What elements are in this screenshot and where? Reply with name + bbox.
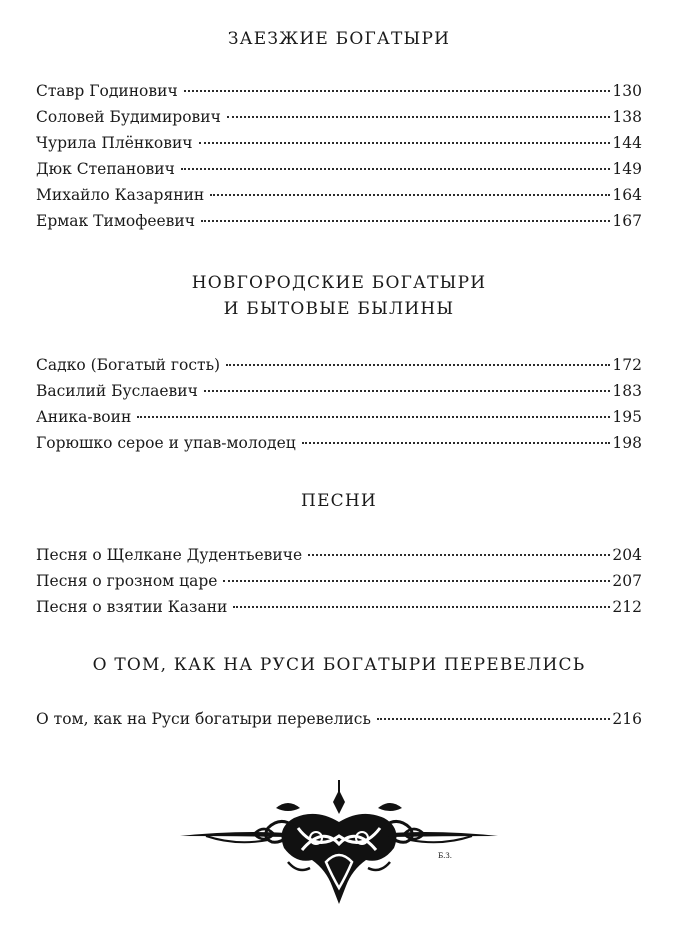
toc-entry[interactable] [36,104,642,130]
ornament-icon [176,778,502,908]
entry-title: Василий Буслаевич [36,382,198,400]
dot-leader [377,718,611,720]
entry-title: Соловей Будимирович [36,108,221,126]
entry-title: Горюшко серое и упав-молодец [36,434,296,452]
dot-leader [181,168,611,170]
dot-leader [204,390,611,392]
entry-page: 138 [612,108,642,126]
toc-list-pesni [36,542,642,620]
section-title-novgorod [0,270,678,322]
entry-title: Михайло Казарянин [36,186,205,204]
toc-entry[interactable] [36,706,642,732]
entry-page: 198 [612,434,642,452]
section-title-line: НОВГОРОДСКИЕ БОГАТЫРИ [191,273,487,293]
toc-entry[interactable] [36,594,642,620]
dot-leader [227,116,611,118]
dot-leader [201,220,610,222]
dot-leader [233,606,610,608]
toc-entry[interactable] [36,378,642,404]
entry-page: 212 [612,598,642,616]
dot-leader [223,580,610,582]
toc-entry[interactable] [36,352,642,378]
toc-entry[interactable] [36,568,642,594]
entry-page: 172 [612,356,642,374]
entry-page: 207 [612,572,642,590]
dot-leader [302,442,611,444]
section-title-line: И БЫТОВЫЕ БЫЛИНЫ [223,299,455,319]
entry-title: Ермак Тимофеевич [36,212,195,230]
toc-list-novgorod [36,352,642,456]
section-title-line: ПЕСНИ [301,491,377,511]
entry-title: Аника-воин [36,408,132,426]
dot-leader [226,364,610,366]
toc-list-perevelis [36,706,642,732]
dot-leader [137,416,610,418]
toc-entry[interactable] [36,404,642,430]
toc-entry[interactable] [36,182,642,208]
svg-text:Б.З.: Б.З. [438,852,452,860]
entry-title: Садко (Богатый гость) [36,356,221,374]
toc-entry[interactable] [36,130,642,156]
entry-page: 149 [612,160,642,178]
toc-entry[interactable] [36,78,642,104]
entry-page: 195 [612,408,642,426]
toc-entry[interactable] [36,156,642,182]
entry-title: Песня о грозном царе [36,572,218,590]
section-title-line: ЗАЕЗЖИЕ БОГАТЫРИ [227,29,451,49]
entry-title: Дюк Степанович [36,160,175,178]
toc-list-zaezzhie [36,78,642,234]
entry-page: 216 [612,710,642,728]
entry-title: Ставр Годинович [36,82,178,100]
dot-leader [210,194,610,196]
section-title-zaezzhie [0,26,678,52]
entry-page: 144 [612,134,642,152]
entry-page: 204 [612,546,642,564]
entry-page: 167 [612,212,642,230]
dot-leader [184,90,611,92]
dot-leader [199,142,611,144]
toc-entry[interactable] [36,542,642,568]
entry-page: 183 [612,382,642,400]
section-title-line: О ТОМ, КАК НА РУСИ БОГАТЫРИ ПЕРЕВЕЛИСЬ [92,655,586,675]
entry-title: Чурила Плёнкович [36,134,193,152]
toc-entry[interactable] [36,208,642,234]
section-title-pesni [0,488,678,514]
entry-page: 130 [612,82,642,100]
entry-title: Песня о Щелкане Дудентьевиче [36,546,303,564]
entry-title: О том, как на Руси богатыри перевелись [36,710,371,728]
entry-page: 164 [612,186,642,204]
section-title-perevelis [0,652,678,678]
entry-title: Песня о взятии Казани [36,598,228,616]
dot-leader [308,554,610,556]
toc-entry[interactable] [36,430,642,456]
